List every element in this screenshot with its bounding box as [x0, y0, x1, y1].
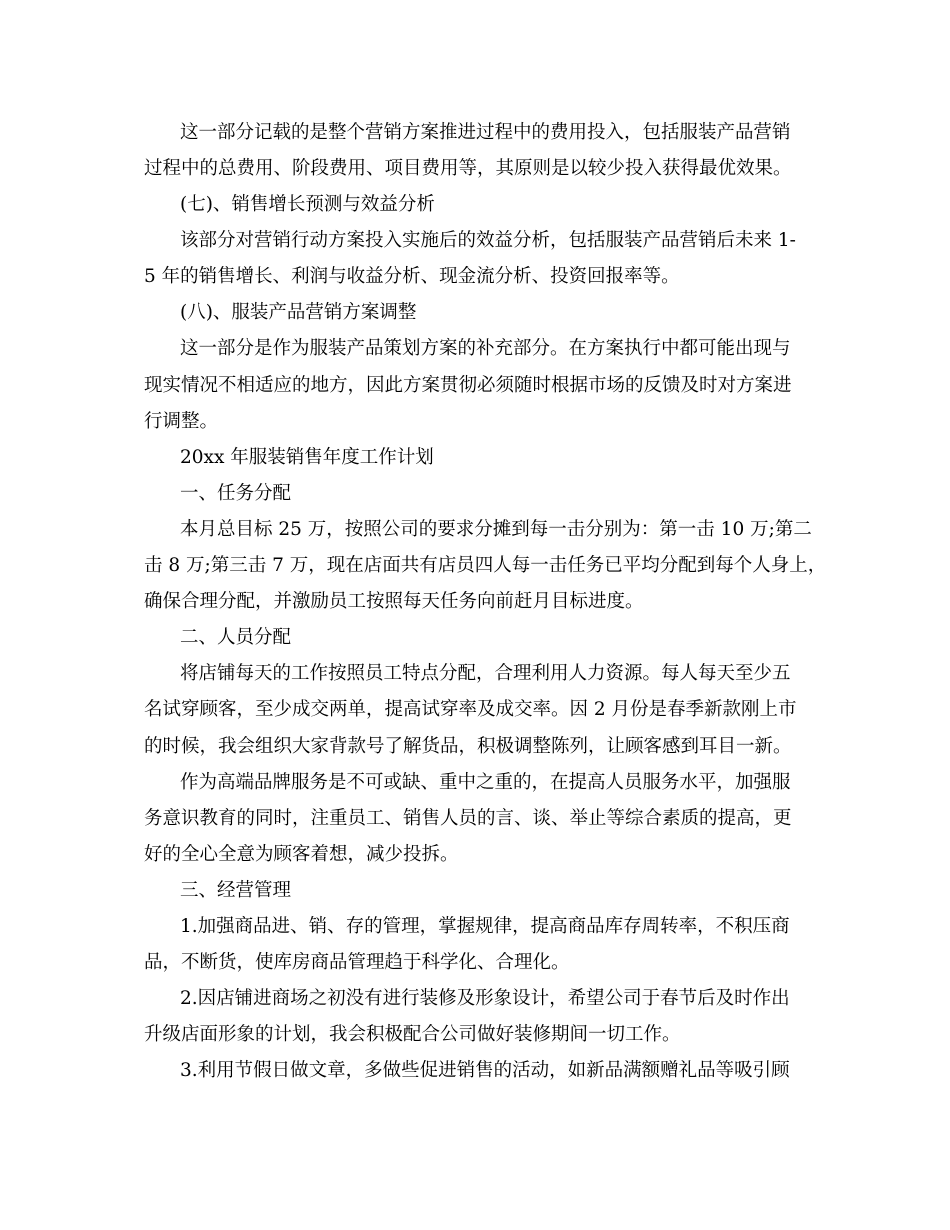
paragraph-line: 将店铺每天的工作按照员工特点分配，合理利用人力资源。每人每天至少五 — [180, 663, 791, 684]
paragraph-line: 名试穿顾客，至少成交两单，提高试穿率及成交率。因 2 月份是春季新款刚上市 — [144, 699, 797, 720]
section-heading: (七)、销售增长预测与效益分析 — [180, 194, 435, 215]
paragraph-line: 作为高端品牌服务是不可或缺、重中之重的，在提高人员服务水平，加强服 — [180, 772, 791, 793]
paragraph-line: 击 8 万;第三击 7 万，现在店面共有店员四人每一击任务已平均分配到每个人身上， — [144, 555, 827, 576]
section-heading: 二、人员分配 — [180, 627, 292, 648]
paragraph-line: 的时候，我会组织大家背款号了解货品，积极调整陈列，让顾客感到耳目一新。 — [144, 736, 792, 757]
section-heading: (八)、服装产品营销方案调整 — [180, 302, 417, 323]
list-item-continuation: 品，不断货，使库房商品管理趋于科学化、合理化。 — [144, 952, 570, 973]
paragraph-line: 务意识教育的同时，注重员工、销售人员的言、谈、举止等综合素质的提高，更 — [144, 808, 792, 829]
section-heading: 一、任务分配 — [180, 483, 292, 504]
paragraph-line: 现实情况不相适应的地方，因此方案贯彻必须随时根据市场的反馈及时对方案进 — [144, 375, 792, 396]
section-heading: 三、经营管理 — [180, 880, 292, 901]
paragraph-line: 这一部分是作为服装产品策划方案的补充部分。在方案执行中都可能出现与 — [180, 338, 791, 359]
paragraph-line: 该部分对营销行动方案投入实施后的效益分析，包括服装产品营销后未来 1- — [180, 230, 796, 251]
document-title: 20xx 年服装销售年度工作计划 — [180, 447, 434, 468]
paragraph-line: 确保合理分配，并激励员工按照每天任务向前赶月目标进度。 — [144, 591, 644, 612]
paragraph-line: 行调整。 — [144, 411, 219, 432]
paragraph-line: 好的全心全意为顾客着想，减少投拆。 — [144, 844, 459, 865]
paragraph-line: 本月总目标 25 万，按照公司的要求分摊到每一击分别为：第一击 10 万;第二 — [180, 519, 812, 540]
paragraph-line: 5 年的销售增长、利润与收益分析、现金流分析、投资回报率等。 — [144, 266, 680, 287]
paragraph-line: 过程中的总费用、阶段费用、项目费用等，其原则是以较少投入获得最优效果。 — [144, 158, 792, 179]
list-item: 3.利用节假日做文章，多做些促进销售的活动，如新品满额赠礼品等吸引顾 — [180, 1060, 790, 1081]
list-item-continuation: 升级店面形象的计划，我会积极配合公司做好装修期间一切工作。 — [144, 1024, 681, 1045]
paragraph-line: 这一部分记载的是整个营销方案推进过程中的费用投入，包括服装产品营销 — [180, 122, 791, 143]
list-item: 1.加强商品进、销、存的管理，掌握规律，提高商品库存周转率，不积压商 — [180, 916, 790, 937]
list-item: 2.因店铺进商场之初没有进行装修及形象设计，希望公司于春节后及时作出 — [180, 988, 790, 1009]
